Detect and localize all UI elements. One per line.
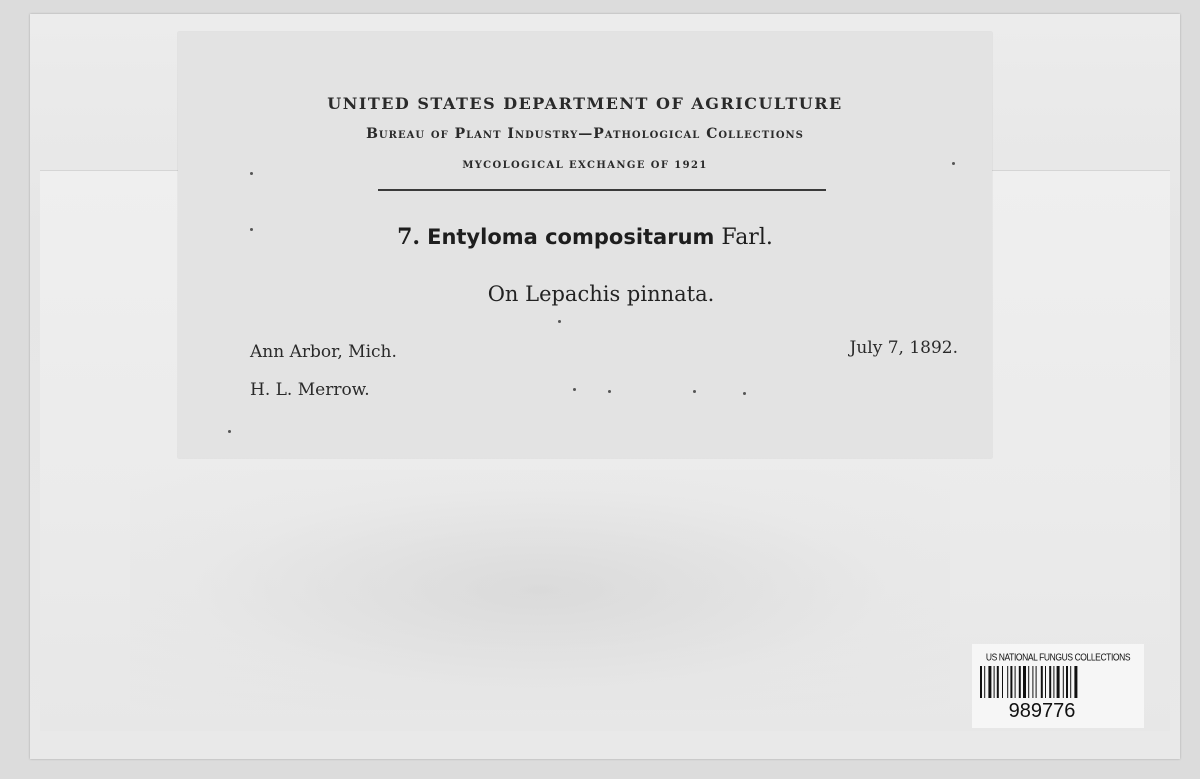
- paper-speck: [743, 392, 746, 395]
- paper-speck: [228, 430, 231, 433]
- paper-speck: [952, 162, 955, 165]
- paper-speck: [250, 228, 253, 231]
- barcode-title: US NATIONAL FUNGUS COLLECTIONS: [985, 651, 1131, 663]
- specimen-label: [178, 32, 992, 458]
- species-name: Entyloma compositarum: [427, 225, 715, 249]
- collection-date: July 7, 1892.: [849, 338, 958, 358]
- specimen-number: 7.: [397, 224, 421, 250]
- barcode-sticker: [972, 644, 1144, 728]
- paper-speck: [608, 390, 611, 393]
- barcode-icon: [980, 666, 1104, 700]
- species-author: Farl.: [721, 225, 773, 250]
- header-divider: [378, 189, 826, 191]
- species-line: [178, 224, 992, 250]
- paper-speck: [573, 388, 576, 391]
- paper-speck: [558, 320, 561, 323]
- host-plant: On Lepachis pinnata.: [487, 282, 715, 306]
- barcode-number: 989776: [1008, 700, 1076, 722]
- label-header-exchange: MYCOLOGICAL EXCHANGE OF 1921: [462, 160, 708, 171]
- label-header-department: UNITED STATES DEPARTMENT OF AGRICULTURE: [327, 94, 843, 113]
- specimen-stain: [130, 470, 950, 710]
- paper-speck: [693, 390, 696, 393]
- collection-locality: Ann Arbor, Mich.: [250, 342, 397, 362]
- label-header-bureau: Bureau of Plant Industry—Pathological Collections: [366, 126, 804, 142]
- collector-name: H. L. Merrow.: [250, 380, 370, 400]
- paper-speck: [250, 172, 253, 175]
